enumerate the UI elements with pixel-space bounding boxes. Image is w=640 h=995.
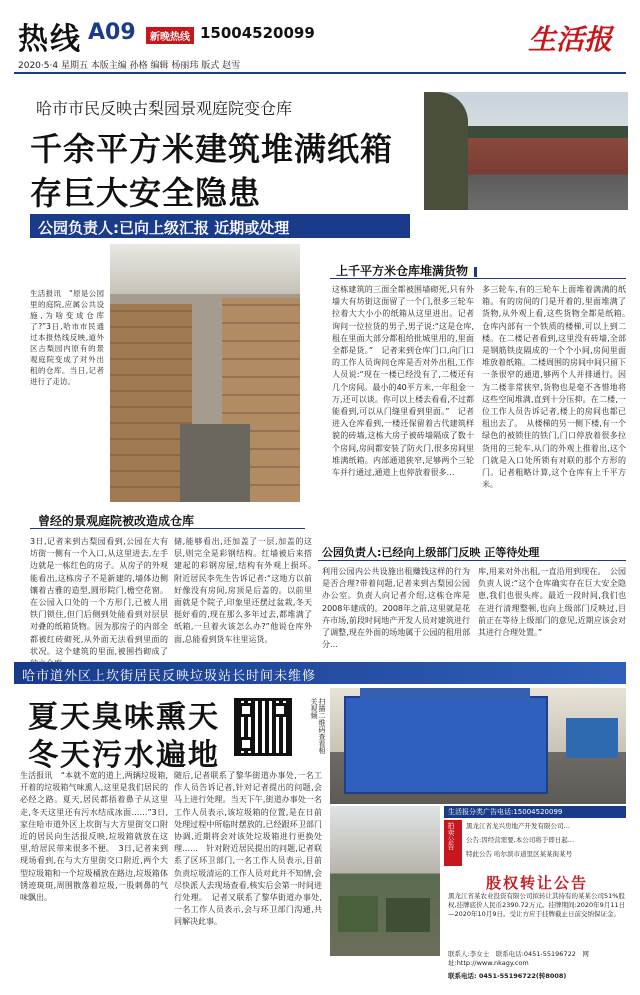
tree-shape bbox=[424, 92, 468, 210]
story1-col2: 储,能够看出,还加盖了一层,加盖的这层,则完全是彩钢结构。红墙被后来搭建起的彩钢房屋,结构有外观上损坏。 附近居民李先生告诉记者:“这地方以前好像没有房间,房顶是后盖的。以前里面就是个院子,印象里还摆过盆栽,冬天挺好看的,现在那么多年过去,都堆满了纸箱,一旦着火该怎么办?”他说仓库外面,总能看到货车往里运货。 bbox=[174, 537, 320, 644]
story1-headline-1: 千余平方米建筑堆满纸箱 bbox=[30, 130, 394, 168]
story1-top-photo bbox=[424, 92, 628, 210]
story2-garbage-photo bbox=[330, 688, 626, 804]
story2-col1: 生活报讯 “本就不宽的道上,两辆垃圾箱,开着的垃圾箱气味熏人,这里是我们居民的必经之路。夏天,居民都捂着鼻子从这里走,冬天这里还有污水结成冰面……”3日,家住哈市道外区上坎街与大方里街交口附近的居民向生活报反映,垃圾箱就放在这里,给居民带来很多不便。 3日,记者来到现场看到,在与大方里街交口附近,两个大型垃圾箱和一个垃圾桶放在路边,垃圾箱体锈迹斑斑,周围散落着垃圾,一股刺鼻的气味飘出。 bbox=[20, 771, 168, 903]
page-number: A09 bbox=[88, 20, 136, 45]
story1-subhead-2 bbox=[322, 544, 539, 560]
bin-body bbox=[344, 696, 548, 794]
ads-strip bbox=[444, 806, 626, 818]
story1-lead: 生活报讯 “原是公园里的庭院,应属公共设施,为啥变成仓库了?”3日,哈市市民通过本报热线反映,道外区古梨园内原有的景观庭院变成了对外出租的仓库。当日,记者进行了走访。 bbox=[30, 289, 104, 386]
ads-line-2: 公告:因经营需要,本公司将于即日起… bbox=[466, 836, 575, 844]
story2-headline-1: 夏天臭味熏天 bbox=[28, 700, 220, 735]
qr-corner-tl bbox=[239, 703, 253, 717]
story1-col3: 这栋建筑的三面全都被围墙砌死,只有外墙大有坊街这面留了一个门,很多三轮车拉着大大小小的纸箱从这里进出。记者询问一位拉货的男子,男子说:“这是仓库,租在里面大部分都租给批城里用的,里面全都是货。” 记者来到仓库门口,向门口的工作人员询问仓库是否对外出租,工作人员说:“现在一楼已经没有了,二楼还有几个房间。最小的40平方米,一年租金一万,还可以谈。你可以上楼去看看,不过都能看到,可以从门缝里看到里面。” 记者进入仓库看到,一楼还保留着古代建筑样貌的砖墙,这栋大房子被砖墙隔成了数十个房间,房间都安装了防火门,很多房间里堆满纸箱。内部通道狭窄,足够两个三轮车并行通过,通道上也停放着很多… bbox=[332, 285, 474, 478]
cart-2 bbox=[386, 898, 430, 932]
story1-kicker: 哈市市民反映古梨园景观庭院变仓库 bbox=[36, 99, 293, 118]
phone-value: 0451-55196722(转8008) bbox=[478, 972, 567, 980]
story2-headline-2: 冬天污水遍地 bbox=[28, 738, 220, 773]
qr-note: 扫描二维码查看相关视频 bbox=[310, 698, 326, 754]
story1-col6: 库,用来对外出租,一直沿用到现在。 公园负责人说:“这个仓库确实存在巨大安全隐患,我们也很头疼。最近一段时间,我们也在进行清理整顿,也向上级部门反映过,目前正在等待上级部门的意见,近期应该会对其进行合理处置。” bbox=[478, 567, 626, 638]
story1-col1: 3日,记者来到古梨园看到,公园在大有坊街一侧有一个入口,从这里进去,左手边就是一栋红色的房子。从房子的外观能看出,这栋房子不是新建的,墙体边侧镶着古雅的造型,圆形院门,檐空花窗。在公园入口处的一个方形门,已被人用铁门锁住,但门后侧到处能看到对层层对叠的纸箱货物。因为那房子的内部全都被红砖砌死,从外面无法看到里面的状况。这个建筑的里面,被围挡砌成了 bbox=[30, 537, 168, 656]
story1-subhead-2-text: 公园负责人:已经向上级部门反映 正等待处理 bbox=[322, 546, 540, 559]
masthead bbox=[0, 0, 640, 78]
story2-col2: 随后,记者联系了黎华街道办事处,一名工作人员告诉记者,针对记者提出的问题,会马上进行处理。当天下午,街道办事处一名工作人员表示,该垃圾箱的位置,是在日前处理过程中所临时摆放的,已经跟环卫部门协调,近期将会对该处垃圾箱进行更换处理…… 针对附近居民提出的问题,记者联系了区环卫部门,一名工作人员表示,目前负责垃圾清运的工作人员对此并不知情,会尽快派人去现场查看,核实后会第一时间进行处理。 记者又联系了黎华街道办事处,一名工作人员表示,会与环卫部门沟通,共同解决此事。 bbox=[174, 771, 322, 927]
subhead2-rule bbox=[318, 560, 626, 561]
qr-corner-bl bbox=[239, 737, 253, 751]
hotline-number: 15004520099 bbox=[200, 24, 315, 42]
auction-box bbox=[444, 820, 462, 866]
story1-deck bbox=[30, 214, 410, 238]
ads-strip-text: 生活报分类广告电话:15004520099 bbox=[448, 808, 563, 816]
ads-line-3: 特此公告 哈尔滨市道里区某某街某号 bbox=[466, 850, 573, 858]
bin-lids bbox=[360, 688, 530, 700]
ceiling bbox=[110, 244, 300, 294]
section-name: 热线 bbox=[18, 22, 82, 57]
story1-headline-2: 存巨大安全隐患 bbox=[30, 174, 262, 212]
story2-kicker-bar bbox=[14, 662, 626, 684]
aisle-floor bbox=[180, 424, 250, 502]
hotline-tag: 新晚热线 bbox=[146, 27, 194, 44]
caption-rule bbox=[30, 528, 305, 529]
subhead1-rule bbox=[330, 278, 626, 279]
story1-subhead-1-text: 上千平方米仓库堆满货物 bbox=[336, 264, 469, 278]
truck bbox=[566, 718, 618, 758]
story1-col4: 多三轮车,有的三轮车上面堆着满满的纸箱。有的房间的门是开着的,里面堆满了货物,从外观上看,这些货物全都是纸箱。 仓库内部有一个铁质的楼梯,可以上到二楼。在二楼记者看到,这里没有砖墙,全部是钢筋铁皮隔成的一个个小间,房间里面堆放着纸箱。二楼周围的房间中间只留下一条很窄的通道,够两个人并排通行。因为二楼非常狭窄,货物也是毫不吝惜地将这些空间堆满,直到十分压抑。在二楼,一位工作人员告诉记者,楼上的房间也都已租出去了。 从楼梯的另一侧下楼,有一个绿色的被锁住的铁门,门口停放着很多拉货用的三轮车,从门的外观上推着出,这个门就是入口处所锁有对联的那个方形的门。记者粗略计算,这个仓库有上千平方米。 bbox=[482, 285, 634, 490]
subhead-mark bbox=[474, 267, 477, 277]
brand-logo: 生活报 bbox=[528, 23, 613, 56]
header-rule bbox=[14, 72, 626, 74]
qr-code[interactable] bbox=[234, 698, 292, 756]
story2-street-photo bbox=[330, 806, 440, 956]
equity-transfer-contact: 联系人:李女士 联系电话:0451-55196722 网址:http://www.nkagy.com bbox=[448, 950, 589, 967]
story2-kicker: 哈市道外区上坎街居民反映垃圾站长时间未维修 bbox=[22, 669, 317, 684]
equity-transfer-text: 黑龙江省某农业投资有限公司拟转让其持有的某某公司51%股权,挂牌底价人民币2390.72万元。挂牌期间:2020年9月11日—2020年10月9日。受让方应于挂牌截止日前交纳保证金。 bbox=[448, 892, 626, 918]
equity-transfer-phone: 联系电话: 0451-55196722(转8008) bbox=[448, 972, 567, 980]
ads-line-1: 黑龙江省龙兴房地产开发有限公司… bbox=[466, 822, 570, 830]
story1-warehouse-photo bbox=[110, 244, 300, 502]
story1-subhead-1 bbox=[336, 262, 477, 279]
phone-label: 联系电话 bbox=[448, 972, 474, 980]
dateline: 2020·5·4 星期五 本版主编 孙格 编辑 杨丽玮 版式 赵雪 bbox=[18, 61, 241, 71]
story1-col5: 利用公园内公共设施出租赚钱这样的行为是否合理?带着问题,记者来到古梨园公园办公室。负责人向记者介绍,这栋仓库是2008年建成的。2008年之前,这里就是花卉市场,前段时间地产开发人员对建筑进行了调整,现在外面的场地属于公园的租用部分… bbox=[322, 567, 470, 650]
qr-corner-tr bbox=[273, 703, 287, 717]
auction-box-text: 拍卖公告 bbox=[447, 822, 455, 850]
cart-1 bbox=[338, 896, 378, 932]
equity-transfer-title: 股权转让公告 bbox=[485, 874, 588, 892]
story1-photo-caption: 曾经的景观庭院被改造成仓库 bbox=[38, 514, 195, 528]
story1-deck-text: 公园负责人:已向上级汇报 近期或处理 bbox=[38, 219, 290, 237]
